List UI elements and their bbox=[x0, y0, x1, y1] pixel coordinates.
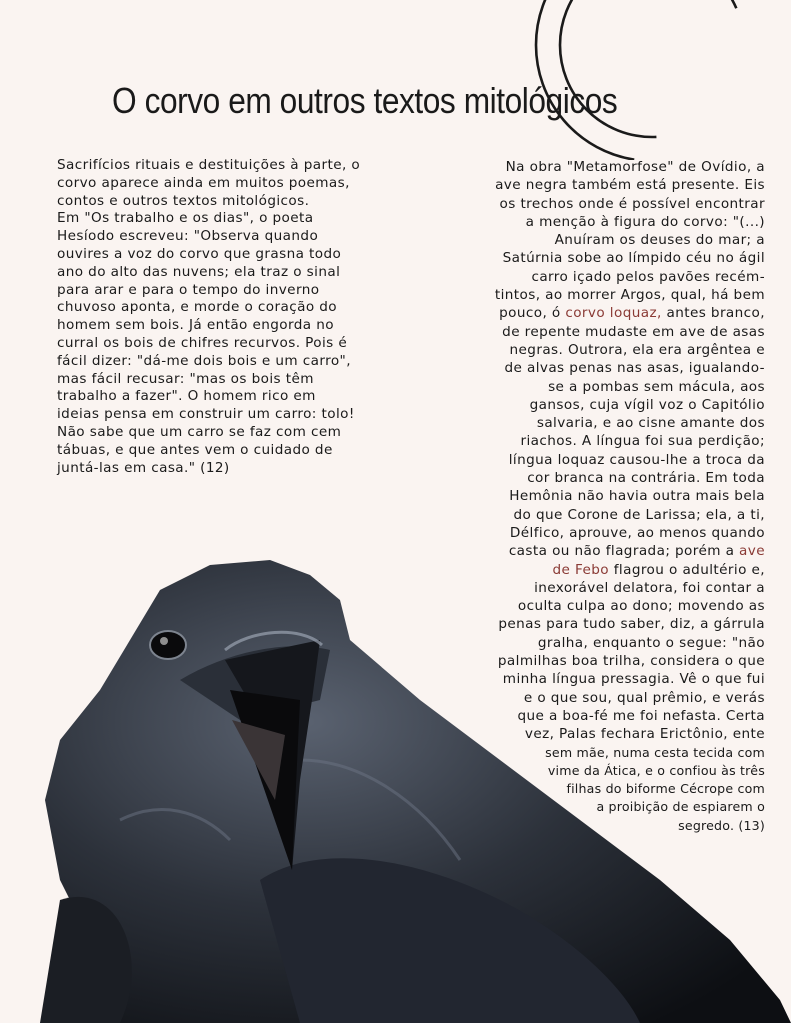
right-line: se a pombas sem mácula, aos bbox=[548, 378, 765, 395]
right-line: negras. Outrora, ela era argêntea e bbox=[509, 341, 765, 358]
right-line: de alvas penas nas asas, igualando- bbox=[504, 360, 765, 377]
highlight-de-febo: de Febo bbox=[552, 561, 610, 578]
right-line: vez, Palas fechara Erictônio, ente bbox=[524, 726, 765, 743]
right-line bbox=[420, 304, 765, 322]
right-line: Hemônia não havia outra mais bela bbox=[509, 488, 765, 505]
right-line: filhas do biforme Cécrope com bbox=[566, 781, 765, 797]
highlight-corvo-loquaz: corvo loquaz, bbox=[565, 305, 662, 322]
right-line-part: pouco, ó bbox=[499, 305, 561, 322]
page-title: O corvo em outros textos mitológicos bbox=[112, 80, 618, 121]
right-line: segredo. (13) bbox=[678, 817, 765, 833]
right-line: a menção à figura do corvo: "(...) bbox=[525, 213, 765, 230]
right-line: língua loquaz causou-lhe a troca da bbox=[508, 451, 765, 468]
right-line: Satúrnia sobe ao límpido céu no ágil bbox=[502, 250, 765, 267]
right-line: Délfico, aprouve, ao menos quando bbox=[509, 524, 765, 541]
highlight-ave: ave bbox=[739, 543, 765, 560]
right-line: cor branca na contrária. Em toda bbox=[527, 470, 765, 487]
left-paragraph-1: Sacrifícios rituais e destituições à parte, o corvo aparece ainda em muitos poemas, contos e outros textos mitológicos. bbox=[57, 157, 361, 209]
right-line: penas para tudo saber, diz, a gárrula bbox=[498, 616, 765, 633]
right-line: carro içado pelos pavões recém- bbox=[531, 268, 765, 285]
right-line: riachos. A língua foi sua perdição; bbox=[520, 433, 765, 450]
right-line bbox=[420, 542, 765, 560]
right-line: palmilhas boa trilha, considera o que bbox=[497, 653, 765, 670]
right-line: e o que sou, qual prêmio, e verás bbox=[523, 689, 765, 706]
left-column bbox=[57, 157, 362, 477]
right-line: a proibição de espiarem o bbox=[596, 799, 765, 815]
right-line: de repente mudaste em ave de asas bbox=[502, 323, 765, 340]
left-paragraph-2: Em "Os trabalho e os dias", o poeta Hesíodo escreveu: "Observa quando ouvires a voz do corvo que grasna todo ano do alto das nuvens; ela traz o sinal para arar e para o tempo do inverno chuvoso aponta, e morde o coração do homem sem bois. Já então engorda no curral os bois de chifres recurvos. Pois é fácil dizer: "dá-me dois bois e um carro", mas fácil recusar: "mas os bois têm trabalho a fazer". O homem rico em ideias pensa em construir um carro: tolo! Não sabe que um carro se faz com cem tábuas, e que antes vem o cuidado de juntá-las em casa." (12) bbox=[57, 210, 355, 476]
right-line: gralha, enquanto o segue: "não bbox=[537, 634, 765, 651]
right-line: Na obra "Metamorfose" de Ovídio, a bbox=[505, 159, 765, 175]
right-line-part: antes branco, bbox=[666, 305, 765, 322]
right-line: gansos, cuja vígil voz o Capitólio bbox=[529, 396, 765, 413]
right-line: ave negra também está presente. Eis bbox=[495, 177, 765, 194]
right-line-part: casta ou não flagrada; porém a bbox=[508, 543, 735, 560]
right-line: do que Corone de Larissa; ela, a ti, bbox=[513, 506, 765, 523]
right-line: tintos, ao morrer Argos, qual, há bem bbox=[494, 287, 765, 304]
right-line: sem mãe, numa cesta tecida com bbox=[545, 744, 765, 760]
right-line: oculta culpa ao dono; movendo as bbox=[517, 598, 765, 615]
right-line: minha língua pressagia. Vê o que fui bbox=[502, 671, 765, 688]
right-line: que a boa-fé me foi nefasta. Certa bbox=[517, 707, 765, 724]
right-line: os trechos onde é possível encontrar bbox=[499, 195, 765, 212]
right-line: Anuíram os deuses do mar; a bbox=[554, 232, 765, 249]
right-line-part: flagrou o adultério e, bbox=[613, 561, 765, 578]
right-line bbox=[420, 561, 765, 579]
right-line: salvaria, e ao cisne amante dos bbox=[536, 415, 765, 432]
right-column bbox=[420, 158, 765, 835]
right-line: inexorável delatora, foi contar a bbox=[534, 579, 765, 596]
right-line: vime da Ática, e o confiou às três bbox=[547, 762, 765, 778]
